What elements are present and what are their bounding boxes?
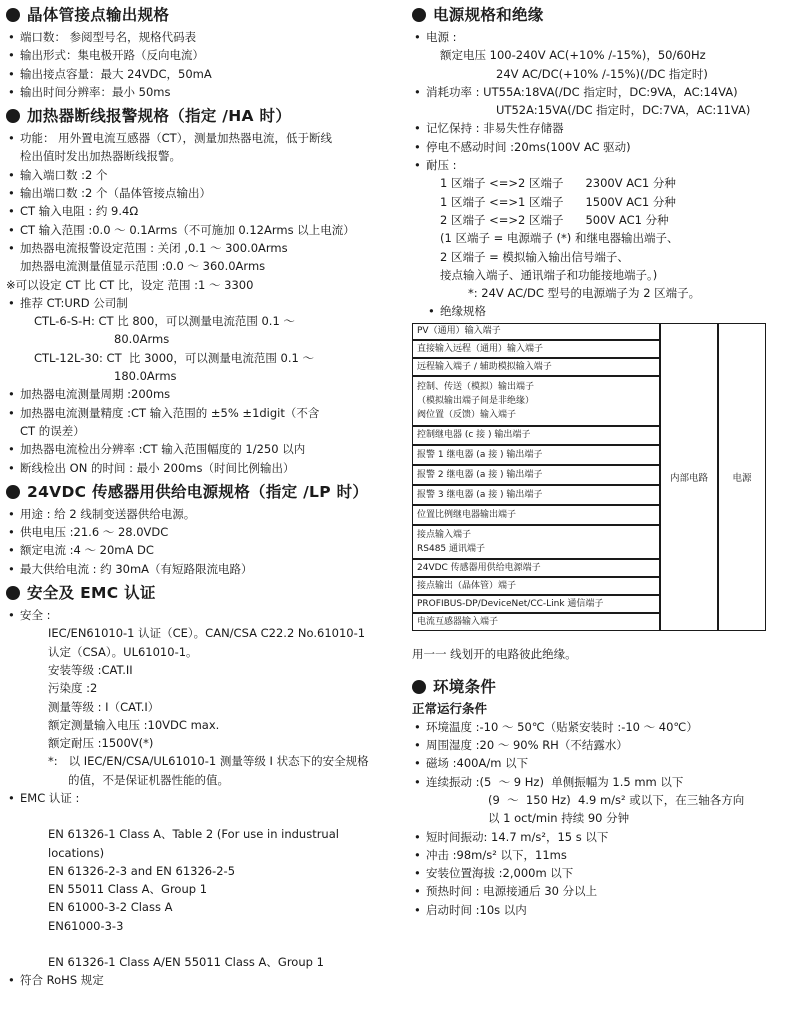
list-item: • 输出形式：集电极开路（反向电流） <box>6 46 398 64</box>
list-item: • 断线检出 ON 的时间 : 最小 200ms（时间比例输出） <box>6 459 398 477</box>
diagram-row: 直接输入远程（通用）输入端子 <box>412 340 660 358</box>
list-item: • 供电电压 :21.6 ～ 28.0VDC <box>6 523 398 541</box>
list-item: • 耐压 : <box>412 156 784 174</box>
spacer <box>6 935 398 953</box>
text-line: 额定测量输入电压 :10VDC max. <box>48 717 220 732</box>
right-column <box>412 0 784 919</box>
section-title-sensor-power: 24VDC 传感器用供给电源规格（指定 /LP 时） <box>6 482 398 502</box>
diagram-row: 电流互感器输入端子 <box>412 613 660 631</box>
text-line: locations) <box>48 845 105 860</box>
text-line: 认定（CSA）。UL61010-1。 <box>48 644 198 659</box>
text-line: EN 61326-1 Class A、Table 2 (For use in industrual <box>48 827 339 842</box>
list-item: • CT 输入电阻 : 约 9.4Ω <box>6 202 398 220</box>
list-item: • 加热器电流报警设定范围 : 关闭 ,0.1 ～ 300.0Arms <box>6 239 398 257</box>
list-item: • 冲击 :98m/s² 以下，11ms <box>412 846 784 864</box>
diagram-row: 报警 3 继电器 (a 接 ) 输出端子 <box>412 485 660 505</box>
diagram-row: 远程输入端子 / 辅助模拟输入端子 <box>412 358 660 376</box>
list-item: • EMC 认证 : <box>6 789 398 807</box>
text-line: CT 的误差） <box>20 423 85 438</box>
text-line: 加热器电流测量值显示范围 :0.0 ～ 360.0Arms <box>20 259 266 274</box>
text-line: 接点输入端子、通讯端子和功能接地端子。) <box>440 267 658 282</box>
note-line: ※可以设定 CT 比 CT 比，设定 范围 :1 ～ 3300 <box>6 277 254 292</box>
diagram-row: 报警 1 继电器 (a 接 ) 输出端子 <box>412 445 660 465</box>
diagram-row: 位置比例继电器输出端子 <box>412 505 660 525</box>
list-item: • 加热器电流检出分辨率 :CT 输入范围幅度的 1/250 以内 <box>6 440 398 458</box>
bullet-dot-icon <box>6 109 20 123</box>
spacer <box>6 807 398 825</box>
section-title-environment: 环境条件 <box>412 677 784 697</box>
text-line: EN 55011 Class A、Group 1 <box>48 882 208 897</box>
list-item: • 加热器电流测量周期 :200ms <box>6 385 398 403</box>
bullet-dot-icon <box>6 586 20 600</box>
list-item: • 环境温度 :-10 ～ 50℃（贴紧安装时 :-10 ～ 40℃） <box>412 718 784 736</box>
list-item: • 端口数： 参阅型号名，规格代码表 <box>6 28 398 46</box>
text-line: EN 61000-3-2 Class A <box>48 900 173 915</box>
text-line: EN 61326-2-3 and EN 61326-2-5 <box>48 863 236 878</box>
list-item: • 记忆保持 : 非易失性存储器 <box>412 119 784 137</box>
text-line: 污染度 :2 <box>48 681 98 696</box>
list-item: • 安全 : <box>6 606 398 624</box>
diagram-note: 用一一 线划开的电路彼此绝缘。 <box>412 646 577 661</box>
list-item: • 电源 : <box>412 28 784 46</box>
note-line: *: 24V AC/DC 型号的电源端子为 2 区端子。 <box>468 286 701 301</box>
list-item: • 周围湿度 :20 ～ 90% RH（不结露水） <box>412 736 784 754</box>
diagram-row: PROFIBUS-DP/DeviceNet/CC-Link 通信端子 <box>412 595 660 613</box>
text-line: CTL-12L-30: CT 比 3000，可以测量电流范围 0.1 ～ <box>34 350 314 365</box>
text-line: 1 区端子 <=>2 区端子 2300V AC1 分种 <box>440 176 676 191</box>
section-title-transistor: 晶体管接点输出规格 <box>6 5 398 25</box>
list-item: • 符合 RoHS 规定 <box>6 971 398 989</box>
list-item: • 输出时间分辨率：最小 50ms <box>6 83 398 101</box>
diagram-row: 接点输入端子 RS485 通讯端子 <box>412 525 660 559</box>
list-item: • 启动时间 :10s 以内 <box>412 901 784 919</box>
text-line: 180.0Arms <box>114 369 177 384</box>
bullet-dot-icon <box>412 8 426 22</box>
text-line: EN61000-3-3 <box>48 918 124 933</box>
list-item: • 额定电流 :4 ～ 20mA DC <box>6 541 398 559</box>
insulation-diagram <box>412 323 784 641</box>
list-item: • 消耗功率 : UT55A:18VA(/DC 指定时，DC:9VA，AC:14VA) <box>412 83 784 101</box>
note-line: 的值，不是保证机器性能的值。 <box>68 772 229 787</box>
text-line: IEC/EN61010-1 认证（CE）。CAN/CSA C22.2 No.61010-1 <box>48 626 366 641</box>
diagram-row: 接点输出（晶体管）端子 <box>412 577 660 595</box>
text-line: 额定电压 100-240V AC(+10% /-15%)，50/60Hz <box>440 48 706 63</box>
note-line: *: 以 IEC/EN/CSA/UL61010-1 测量等级 I 状态下的安全规格 <box>48 754 369 769</box>
text-line: 1 区端子 <=>1 区端子 1500V AC1 分种 <box>440 194 676 209</box>
diagram-row: PV（通用）输入端子 <box>412 323 660 340</box>
list-item: • 绝缘规格 <box>412 302 784 320</box>
list-item: • 停电不感动时间 :20ms(100V AC 驱动) <box>412 138 784 156</box>
list-item: • 安装位置海拔 :2,000m 以下 <box>412 864 784 882</box>
text-line: 测量等级 : I（CAT.I） <box>48 699 160 714</box>
text-line: 2 区端子 = 模拟输入输出信号端子、 <box>440 249 629 264</box>
text-line: (1 区端子 = 电源端子 (*) 和继电器输出端子、 <box>440 231 679 246</box>
subsection-title: 正常运行条件 <box>412 700 488 716</box>
text-line: 80.0Arms <box>114 332 170 347</box>
list-item: • 连续振动 :(5 ～ 9 Hz) 单侧振幅为 1.5 mm 以下 <box>412 773 784 791</box>
text-line: (9 ～ 150 Hz) 4.9 m/s² 或以下，在三轴各方向 <box>488 792 745 807</box>
list-item: • CT 输入范围 :0.0 ～ 0.1Arms（不可施加 0.12Arms 以上电流） <box>6 221 398 239</box>
text-line: 2 区端子 <=>2 区端子 500V AC1 分种 <box>440 212 669 227</box>
diagram-row: 控制、传送（模拟）输出端子 （模拟输出端子间是非绝缘） 阀位置（反馈）输入端子 <box>412 376 660 426</box>
text-line: 24V AC/DC(+10% /-15%)(/DC 指定时) <box>496 66 708 81</box>
left-column <box>6 0 398 990</box>
section-title-heater-alarm: 加热器断线报警规格（指定 /HA 时） <box>6 106 398 126</box>
section-title-power-insulation: 电源规格和绝缘 <box>412 5 784 25</box>
bullet-dot-icon <box>412 680 426 694</box>
list-item: • 输出端口数 :2 个（晶体管接点输出） <box>6 184 398 202</box>
bullet-dot-icon <box>6 8 20 22</box>
diagram-row: 控制继电器 (c 接 ) 输出端子 <box>412 426 660 445</box>
list-item: • 输出接点容量：最大 24VDC，50mA <box>6 65 398 83</box>
text-line: UT52A:15VA(/DC 指定时，DC:7VA，AC:11VA) <box>496 103 751 118</box>
list-item: • 输入端口数 :2 个 <box>6 166 398 184</box>
bullet-dot-icon <box>6 485 20 499</box>
list-item: • 用途 : 给 2 线制变送器供给电源。 <box>6 505 398 523</box>
list-item: • 磁场 :400A/m 以下 <box>412 754 784 772</box>
text-line: 安装等级 :CAT.II <box>48 662 133 677</box>
list-item: • 推荐 CT:URD 公司制 <box>6 294 398 312</box>
text-line: 以 1 oct/min 持续 90 分钟 <box>488 811 630 826</box>
inner-circuit-label: 内部电路 <box>660 323 718 631</box>
diagram-row: 报警 2 继电器 (a 接 ) 输出端子 <box>412 465 660 485</box>
text-line: 额定耐压 :1500V(*) <box>48 736 154 751</box>
list-item: • 预热时间 : 电源接通后 30 分以上 <box>412 882 784 900</box>
list-item: • 最大供给电流 : 约 30mA（有短路限流电路） <box>6 560 398 578</box>
text-line: CTL-6-S-H: CT 比 800，可以测量电流范围 0.1 ～ <box>34 314 295 329</box>
section-title-safety-emc: 安全及 EMC 认证 <box>6 583 398 603</box>
diagram-row: 24VDC 传感器用供给电源端子 <box>412 559 660 577</box>
list-item: • 加热器电流测量精度 :CT 输入范围的 ±5% ±1digit（不含 <box>6 404 398 422</box>
list-item: • 短时间振动: 14.7 m/s²，15 s 以下 <box>412 828 784 846</box>
text-line: 检出值时发出加热器断线报警。 <box>20 149 181 164</box>
list-item: • 功能： 用外置电流互感器（CT），测量加热器电流，低于断线 <box>6 129 398 147</box>
text-line: EN 61326-1 Class A/EN 55011 Class A、Group 1 <box>48 955 324 970</box>
power-label: 电源 <box>718 323 766 631</box>
